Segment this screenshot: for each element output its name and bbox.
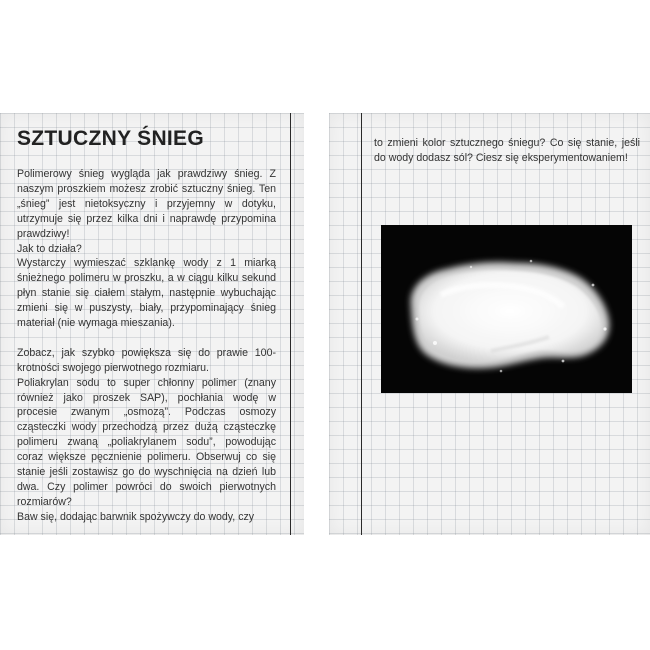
right-page xyxy=(329,113,650,535)
science-paragraph: Poliakrylan sodu to super chłonny polimer (znany również jako proszek SAP), pochłania wodę w procesie zwanym „osmozą”. Podczas osmozy cząsteczki wody przechodzą przez dużą cząsteczkę polimeru zwaną „poliakrylanem sodu”, powodując coraz większe pęcznienie polimeru. Obserwuj co się stanie jeśli zostawisz go do wyschnięcia na dzień lub dwa. Czy polimer powróci do swoich pierwotnych rozmiarów? xyxy=(17,376,276,508)
snow-pile-illustration xyxy=(381,225,632,393)
right-page-margin-line xyxy=(361,113,362,535)
right-page-body xyxy=(374,136,640,166)
continuation-paragraph: to zmieni kolor sztucznego śniegu? Co się stanie, jeśli do wody dodasz sól? Ciesz się eksperymentowaniem! xyxy=(374,137,640,164)
how-it-works-heading: Jak to działa? xyxy=(17,242,82,255)
artificial-snow-photo xyxy=(381,225,632,393)
paragraph-spacer xyxy=(17,331,276,346)
instructions-paragraph: Wystarczy wymieszać szklankę wody z 1 miarką śnieżnego polimeru w proszku, a w ciągu kilku sekund płyn stanie się ciałem stałym, następnie wybuchając zmieni się w puszysty, biały, przypominający śnieg materiał (nie wymaga mieszania). xyxy=(17,257,276,330)
food-coloring-paragraph: Baw się, dodając barwnik spożywczy do wody, czy xyxy=(17,510,255,523)
left-page-body xyxy=(17,167,276,525)
page-title: SZTUCZNY ŚNIEG xyxy=(17,127,204,150)
intro-paragraph: Polimerowy śnieg wygląda jak prawdziwy śnieg. Z naszym proszkiem możesz zrobić sztuczny śnieg. Ten „śnieg” jest nietoksyczny i przyjemny w dotyku, utrzymuje się przez kilka dni i naprawdę przypomina prawdziwy! xyxy=(17,168,276,240)
left-page xyxy=(0,113,304,535)
left-page-margin-line xyxy=(290,113,291,535)
growth-paragraph: Zobacz, jak szybko powiększa się do prawie 100-krotności swojego pierwotnego rozmiaru. xyxy=(17,346,276,374)
